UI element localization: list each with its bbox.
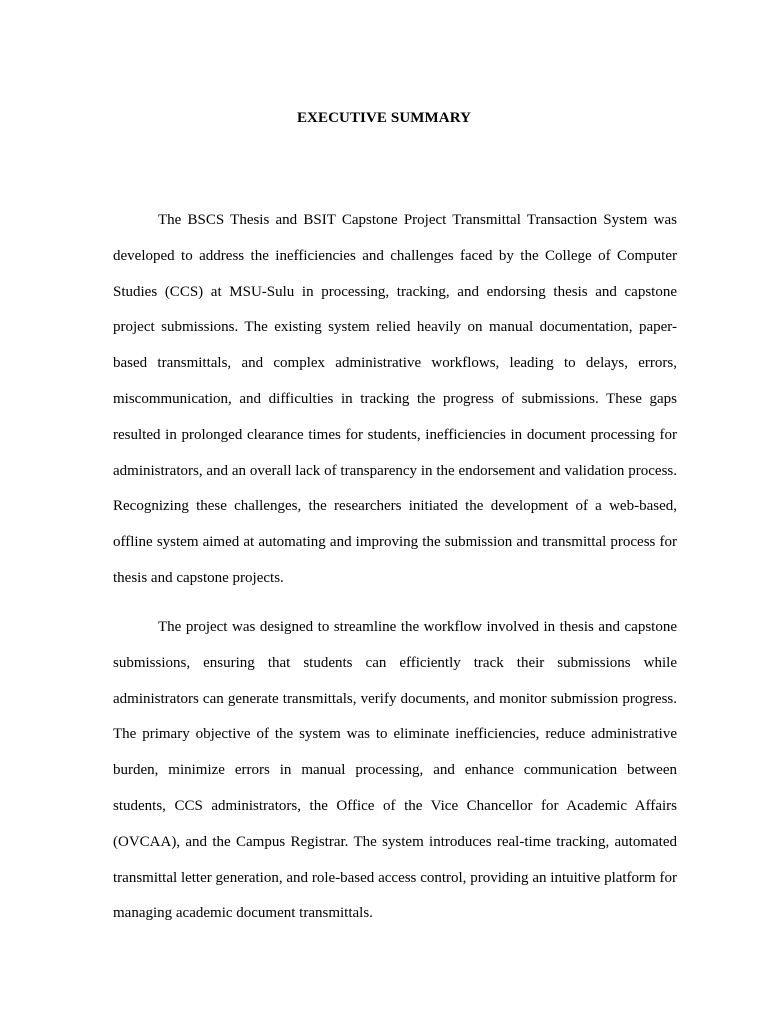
paragraph-2: The project was designed to streamline the workflow involved in thesis and capstone submissions, ensuring that students can efficiently track their submissions while administrators can generate transmittals, verify documents, and monitor submission progress. The primary objective of the system was to eliminate inefficiencies, reduce administrative burden, minimize errors in manual processing, and enhance communication between students, CCS administrators, the Office of the Vice Chancellor for Academic Affairs (OVCAA), and the Campus Registrar. The system introduces real-time tracking, automated transmittal letter generation, and role-based access control, providing an intuitive platform for managing academic document transmittals.: [113, 619, 677, 922]
paragraph-1: The BSCS Thesis and BSIT Capstone Project Transmittal Transaction System was developed to address the inefficiencies and challenges faced by the College of Computer Studies (CCS) at MSU-Sulu in processing, tracking, and endorsing thesis and capstone project submissions. The existing system relied heavily on manual documentation, paper-based transmittals, and complex administrative workflows, leading to delays, errors, miscommunication, and difficulties in tracking the progress of submissions. These gaps resulted in prolonged clearance times for students, inefficiencies in document processing for administrators, and an overall lack of transparency in the endorsement and validation process. Recognizing these challenges, the researchers initiated the development of a web-based, offline system aimed at automating and improving the submission and transmittal process for thesis and capstone projects.: [113, 212, 677, 586]
page-title: EXECUTIVE SUMMARY: [296, 110, 472, 126]
